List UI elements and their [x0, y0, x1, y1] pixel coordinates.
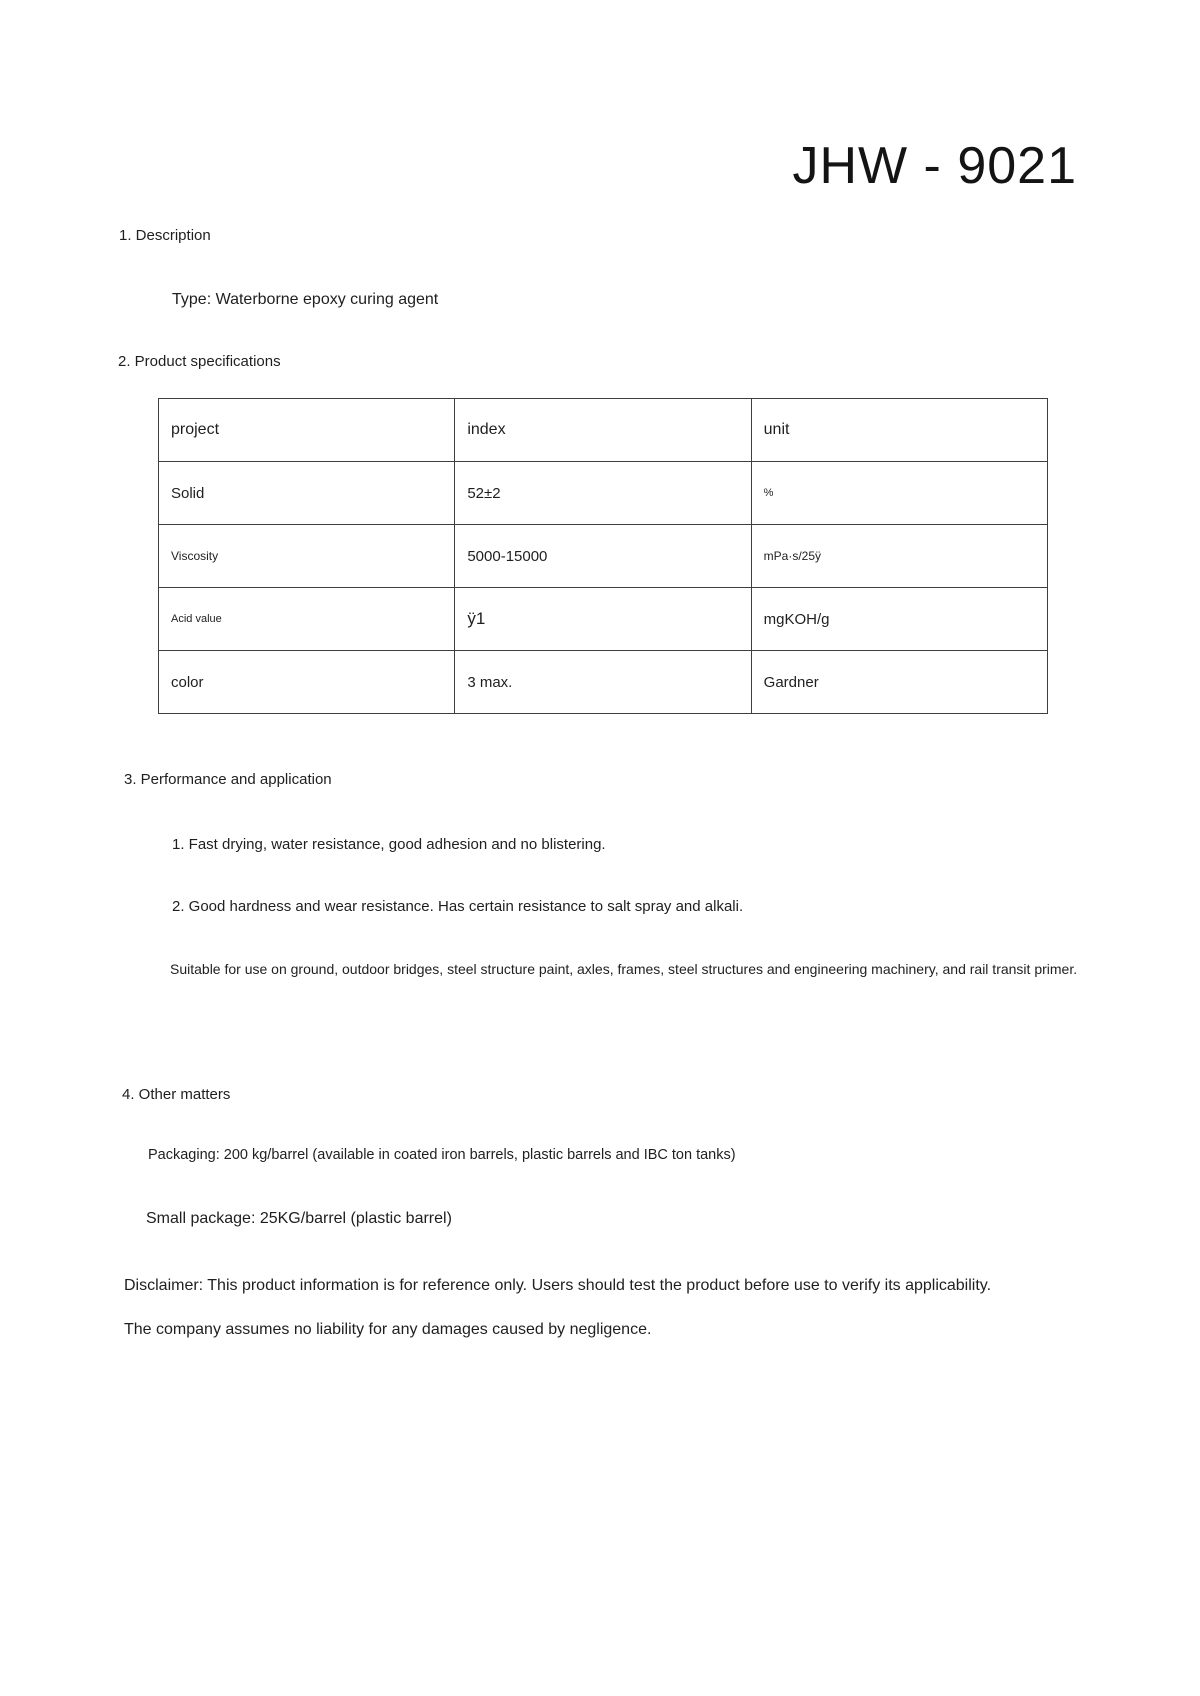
section-performance-heading: 3. Performance and application [124, 771, 332, 788]
spec-cell-index: 52±2 [455, 462, 751, 525]
spec-row-solid [159, 462, 1048, 525]
spec-cell-unit: Gardner [751, 651, 1047, 714]
specifications-table [158, 398, 1048, 714]
section-other-matters-heading: 4. Other matters [122, 1086, 231, 1103]
performance-item-3: Suitable for use on ground, outdoor bridges, steel structure paint, axles, frames, steel structures and engineering machinery, and rail transit primer. [170, 961, 1078, 977]
packaging-line: Packaging: 200 kg/barrel (available in coated iron barrels, plastic barrels and IBC ton tanks) [148, 1147, 736, 1163]
spec-cell-index: 5000-15000 [455, 525, 751, 588]
section-description-heading: 1. Description [119, 227, 211, 244]
disclaimer-line-2: The company assumes no liability for any damages caused by negligence. [124, 1321, 652, 1338]
spec-cell-unit: % [751, 462, 1047, 525]
performance-item-2: 2. Good hardness and wear resistance. Has certain resistance to salt spray and alkali. [172, 898, 744, 915]
section-specifications-heading: 2. Product specifications [118, 353, 281, 370]
spec-cell-project: Viscosity [159, 525, 455, 588]
spec-cell-index: 3 max. [455, 651, 751, 714]
spec-cell-unit: mPa·s/25ÿ [751, 525, 1047, 588]
spec-row-acid-value [159, 588, 1048, 651]
product-type-line: Type: Waterborne epoxy curing agent [172, 291, 439, 308]
spec-cell-project: color [159, 651, 455, 714]
disclaimer-line-1: Disclaimer: This product information is for reference only. Users should test the product before use to verify its applicability. [124, 1277, 992, 1294]
spec-row-color [159, 651, 1048, 714]
specifications-table-body [159, 399, 1048, 714]
performance-item-1: 1. Fast drying, water resistance, good adhesion and no blistering. [172, 836, 606, 853]
spec-cell-project: Acid value [159, 588, 455, 651]
spec-header-unit: unit [751, 399, 1047, 462]
document-title: JHW - 9021 [792, 137, 1077, 195]
spec-header-index: index [455, 399, 751, 462]
spec-cell-unit: mgKOH/g [751, 588, 1047, 651]
spec-cell-index: ÿ1 [455, 588, 751, 651]
spec-header-row [159, 399, 1048, 462]
spec-cell-project: Solid [159, 462, 455, 525]
spec-header-project: project [159, 399, 455, 462]
small-package-line: Small package: 25KG/barrel (plastic barrel) [146, 1210, 452, 1227]
spec-row-viscosity [159, 525, 1048, 588]
